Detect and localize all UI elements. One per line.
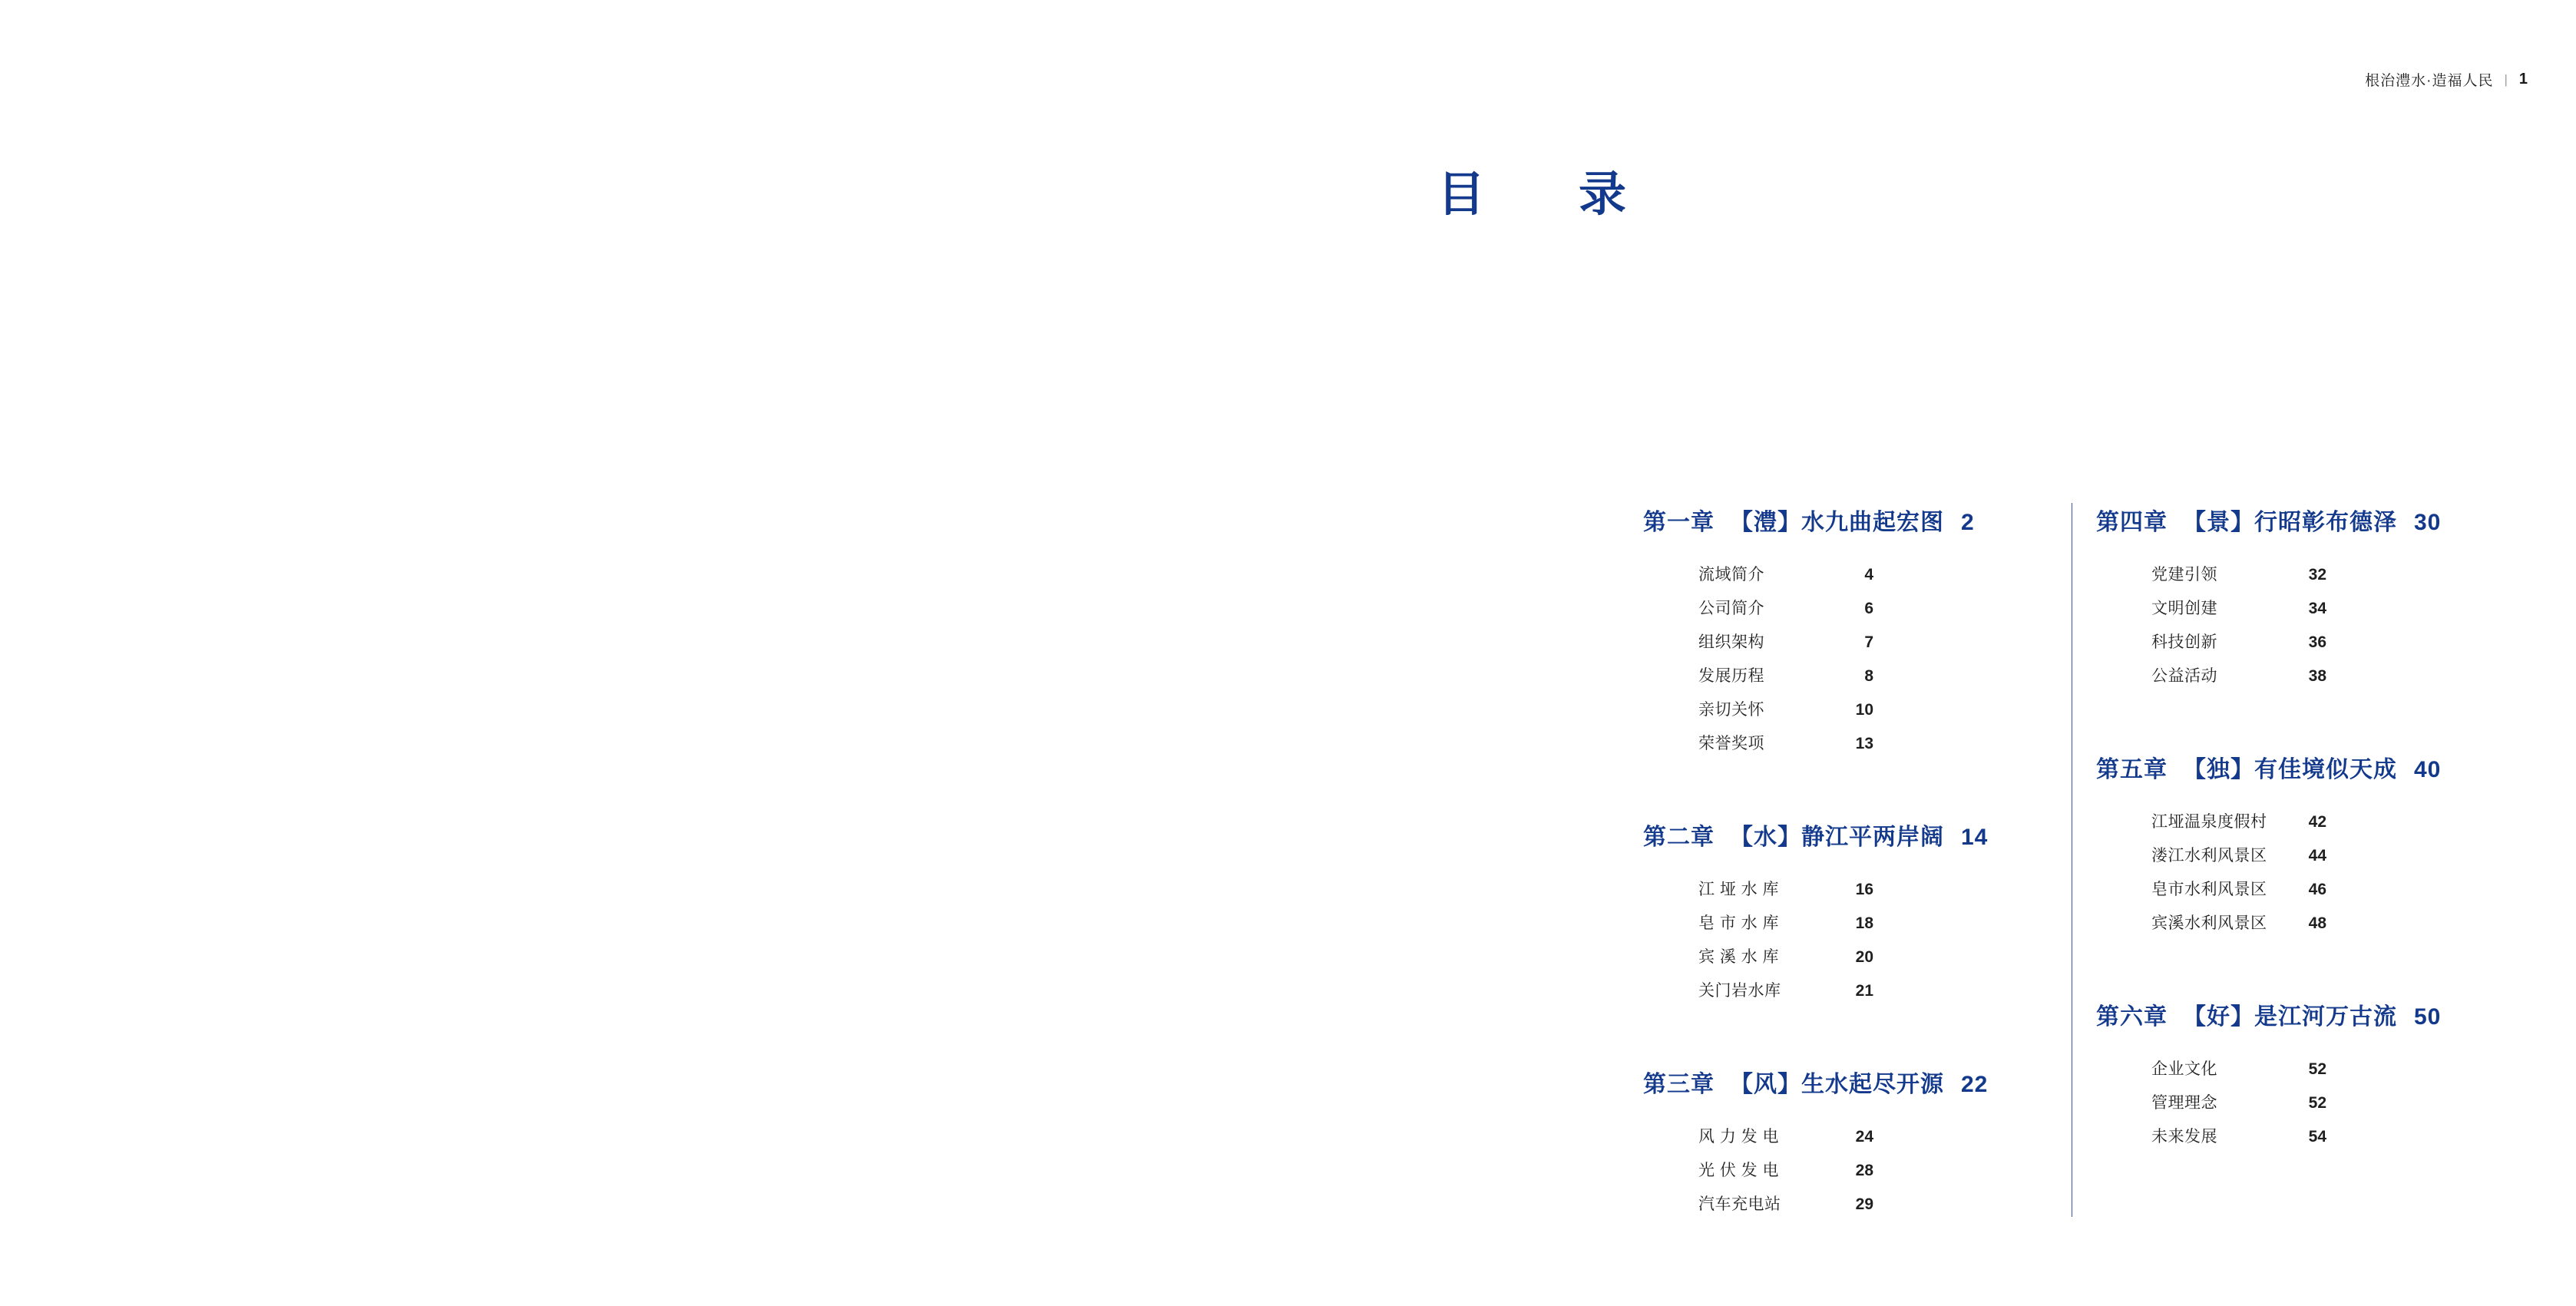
chapter-page: 22	[1961, 1072, 1989, 1097]
toc-entry-page: 54	[2308, 1128, 2326, 1146]
toc-entry-label: 宾溪水利风景区	[2151, 914, 2267, 932]
toc-entry[interactable]	[1643, 974, 2050, 1008]
toc-entry-page: 18	[1855, 914, 1873, 932]
toc-entry[interactable]	[1643, 1154, 2050, 1188]
chapter-name: 【澧】水九曲起宏图	[1730, 510, 1944, 535]
toc-entry[interactable]	[1643, 1120, 2050, 1154]
chapter-heading[interactable]	[1643, 1065, 2050, 1099]
chapter-name: 【景】行昭彰布德泽	[2183, 510, 2397, 535]
chapter-entries	[2096, 805, 2503, 941]
chapter-page: 14	[1961, 825, 1989, 850]
toc-entry-label: 关门岩水库	[1698, 982, 1781, 1000]
chapter-number: 第五章	[2096, 757, 2168, 782]
toc-entry-page: 32	[2308, 566, 2326, 584]
toc-entry-label: 皂市水利风景区	[2151, 881, 2267, 898]
toc-entry-page: 29	[1855, 1195, 1873, 1213]
toc-entry[interactable]	[1643, 873, 2050, 907]
toc-entry-label: 宾 溪 水 库	[1698, 948, 1780, 966]
chapter-number: 第四章	[2096, 510, 2168, 535]
chapter-heading[interactable]	[2096, 503, 2503, 537]
chapter-heading[interactable]	[1643, 818, 2050, 851]
toc-entry[interactable]	[2096, 1053, 2503, 1086]
chapter-name: 【风】生水起尽开源	[1730, 1072, 1944, 1097]
toc-entry[interactable]	[2096, 592, 2503, 626]
chapter-block-6	[2096, 997, 2503, 1154]
chapter-number: 第六章	[2096, 1004, 2168, 1030]
chapter-name: 【水】静江平两岸阔	[1730, 825, 1944, 850]
toc-entry-label: 党建引领	[2151, 566, 2217, 584]
toc-entry[interactable]	[1643, 626, 2050, 660]
toc-entry-page: 34	[2308, 600, 2326, 617]
toc-entry-label: 汽车充电站	[1698, 1195, 1781, 1213]
chapter-entries	[2096, 1053, 2503, 1154]
toc-columns	[1643, 503, 2503, 1222]
toc-entry-label: 光 伏 发 电	[1698, 1162, 1780, 1179]
toc-entry-label: 公司简介	[1698, 600, 1764, 617]
toc-entry[interactable]	[1643, 558, 2050, 592]
page-title: 目 录	[1437, 166, 1650, 222]
toc-entry-label: 江 垭 水 库	[1698, 881, 1780, 898]
chapter-entries	[1643, 1120, 2050, 1222]
toc-entry-page: 42	[2308, 813, 2326, 831]
chapter-page: 30	[2414, 510, 2442, 535]
toc-entry-label: 江垭温泉度假村	[2151, 813, 2267, 831]
toc-entry-page: 36	[2308, 633, 2326, 651]
toc-entry-label: 企业文化	[2151, 1060, 2217, 1078]
toc-entry-page: 21	[1855, 982, 1873, 1000]
toc-entry[interactable]	[2096, 805, 2503, 839]
toc-entry[interactable]	[1643, 592, 2050, 626]
chapter-page: 2	[1961, 510, 1975, 535]
toc-entry[interactable]	[1643, 727, 2050, 761]
toc-entry-page: 6	[1864, 600, 1873, 617]
toc-entry-page: 10	[1855, 701, 1873, 719]
toc-entry[interactable]	[2096, 873, 2503, 907]
toc-entry[interactable]	[1643, 907, 2050, 941]
toc-entry[interactable]	[2096, 626, 2503, 660]
chapter-heading[interactable]	[1643, 503, 2050, 537]
toc-entry-page: 52	[2308, 1060, 2326, 1078]
toc-entry-label: 皂 市 水 库	[1698, 914, 1780, 932]
chapter-block-1	[1643, 503, 2050, 761]
toc-entry[interactable]	[1643, 1188, 2050, 1222]
chapter-name: 【好】是江河万古流	[2183, 1004, 2397, 1030]
chapter-entries	[1643, 873, 2050, 1008]
toc-entry-page: 7	[1864, 633, 1873, 651]
toc-column-left	[1643, 503, 2050, 1222]
chapter-block-3	[1643, 1065, 2050, 1222]
running-head	[2365, 69, 2528, 90]
toc-entry[interactable]	[2096, 558, 2503, 592]
chapter-number: 第二章	[1643, 825, 1715, 850]
chapter-page: 50	[2414, 1004, 2442, 1030]
chapter-number: 第三章	[1643, 1072, 1715, 1097]
toc-entry-label: 管理理念	[2151, 1094, 2217, 1112]
running-head-title: 根治澧水·造福人民	[2365, 73, 2494, 89]
toc-entry-label: 荣誉奖项	[1698, 735, 1764, 752]
toc-entry-label: 未来发展	[2151, 1128, 2217, 1146]
toc-entry[interactable]	[2096, 907, 2503, 941]
toc-entry[interactable]	[1643, 941, 2050, 974]
toc-entry-page: 20	[1855, 948, 1873, 966]
chapter-name: 【独】有佳境似天成	[2183, 757, 2397, 782]
toc-entry-label: 科技创新	[2151, 633, 2217, 651]
chapter-block-5	[2096, 750, 2503, 941]
toc-entry[interactable]	[2096, 839, 2503, 873]
toc-entry[interactable]	[2096, 1120, 2503, 1154]
chapter-block-4	[2096, 503, 2503, 693]
toc-entry-page: 16	[1855, 881, 1873, 898]
toc-entry-page: 8	[1864, 667, 1873, 685]
toc-entry[interactable]	[1643, 693, 2050, 727]
chapter-entries	[1643, 558, 2050, 761]
toc-entry-label: 组织架构	[1698, 633, 1764, 651]
chapter-heading[interactable]	[2096, 750, 2503, 784]
chapter-entries	[2096, 558, 2503, 693]
toc-entry-label: 溇江水利风景区	[2151, 847, 2267, 865]
toc-entry[interactable]	[2096, 1086, 2503, 1120]
toc-entry-page: 46	[2308, 881, 2326, 898]
toc-entry-page: 24	[1855, 1128, 1873, 1146]
toc-entry-page: 28	[1855, 1162, 1873, 1179]
chapter-number: 第一章	[1643, 510, 1715, 535]
toc-column-right	[2050, 503, 2503, 1222]
running-head-separator: |	[2504, 71, 2508, 87]
toc-entry-page: 4	[1864, 566, 1873, 584]
chapter-page: 40	[2414, 757, 2442, 782]
toc-entry-page: 44	[2308, 847, 2326, 865]
toc-entry-label: 发展历程	[1698, 667, 1764, 685]
toc-entry-label: 亲切关怀	[1698, 701, 1764, 719]
toc-entry-page: 52	[2308, 1094, 2326, 1112]
toc-entry-page: 13	[1855, 735, 1873, 752]
chapter-block-2	[1643, 818, 2050, 1008]
toc-entry[interactable]	[2096, 660, 2503, 693]
running-head-page-number: 1	[2518, 71, 2528, 88]
toc-entry-label: 文明创建	[2151, 600, 2217, 617]
toc-entry-label: 公益活动	[2151, 667, 2217, 685]
chapter-heading[interactable]	[2096, 997, 2503, 1031]
toc-entry-page: 48	[2308, 914, 2326, 932]
toc-entry-page: 38	[2308, 667, 2326, 685]
toc-entry-label: 风 力 发 电	[1698, 1128, 1780, 1146]
toc-entry[interactable]	[1643, 660, 2050, 693]
toc-entry-label: 流域简介	[1698, 566, 1764, 584]
